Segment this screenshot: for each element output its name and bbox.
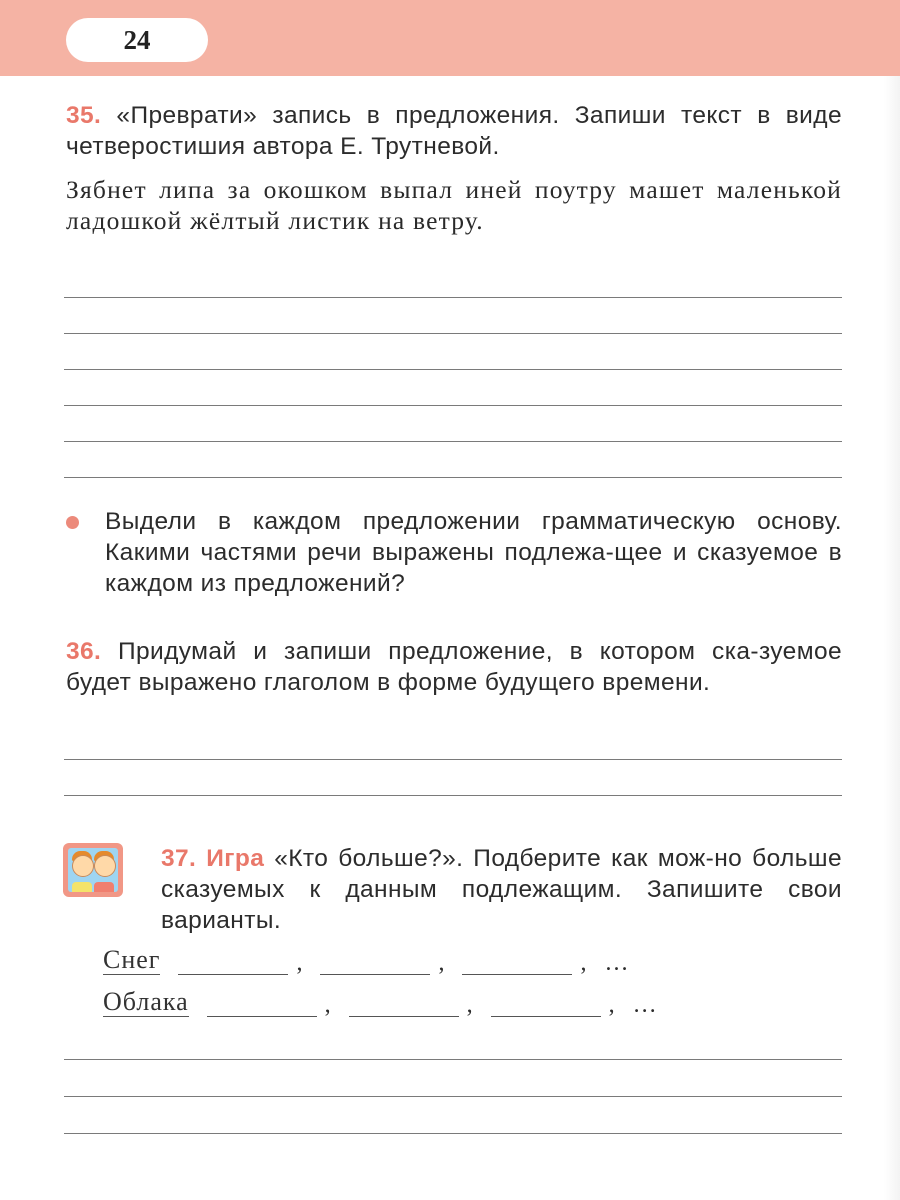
page-edge — [884, 76, 900, 1200]
exercise-36-instruction — [66, 636, 842, 698]
exercise-35-number: 35. — [66, 102, 102, 129]
exercise-35-task: Выдели в каждом предложении грамматическую основу. Какими частями речи выражены подлежа-щее и сказуемое в каждом из предложений? — [105, 508, 842, 597]
writing-line[interactable] — [64, 297, 842, 298]
word-row-sneg — [103, 946, 630, 975]
exercise-35-instruction — [66, 100, 842, 162]
writing-line[interactable] — [64, 333, 842, 334]
answer-blank[interactable] — [320, 952, 430, 975]
answer-blank[interactable] — [349, 994, 459, 1017]
exercise-35-text: «Преврати» запись в предложения. Запиши текст в виде четверостишия автора Е. Трутневой. — [66, 102, 842, 160]
comma: , — [466, 992, 473, 1018]
exercise-35-poem: Зябнет липа за окошком выпал иней поутру машет маленькой ладошкой жёлтый листик на ветру. — [66, 175, 842, 235]
answer-blank[interactable] — [207, 994, 317, 1017]
game-icon — [63, 843, 123, 897]
writing-line[interactable] — [64, 405, 842, 406]
exercise-37-number: 37. Игра — [161, 845, 265, 872]
comma: , — [324, 992, 331, 1018]
comma: , — [608, 992, 615, 1018]
ellipsis: … — [632, 992, 659, 1018]
writing-line[interactable] — [64, 795, 842, 796]
subject-word: Снег — [103, 945, 161, 974]
comma: , — [438, 950, 445, 976]
exercise-37-text: «Кто больше?». Подберите как мож-но больше сказуемых к данным подлежащим. Запишите свои варианты. — [161, 845, 842, 934]
writing-line[interactable] — [64, 1059, 842, 1060]
bullet-icon — [66, 516, 79, 529]
subject-word: Облака — [103, 987, 189, 1016]
exercise-36-text: Придумай и запиши предложение, в котором ска-зуемое будет выражено глаголом в форме будущего времени. — [66, 638, 842, 696]
word-row-oblaka — [103, 988, 659, 1017]
answer-blank[interactable] — [462, 952, 572, 975]
ellipsis: … — [604, 950, 631, 976]
writing-line[interactable] — [64, 441, 842, 442]
answer-blank[interactable] — [178, 952, 288, 975]
comma: , — [296, 950, 303, 976]
writing-line[interactable] — [64, 759, 842, 760]
exercise-37-instruction — [161, 843, 842, 936]
exercise-36-number: 36. — [66, 638, 102, 665]
writing-line[interactable] — [64, 1133, 842, 1134]
answer-blank[interactable] — [491, 994, 601, 1017]
comma: , — [580, 950, 587, 976]
writing-line[interactable] — [64, 369, 842, 370]
page-number: 24 — [66, 18, 208, 62]
writing-line[interactable] — [64, 1096, 842, 1097]
writing-line[interactable] — [64, 477, 842, 478]
